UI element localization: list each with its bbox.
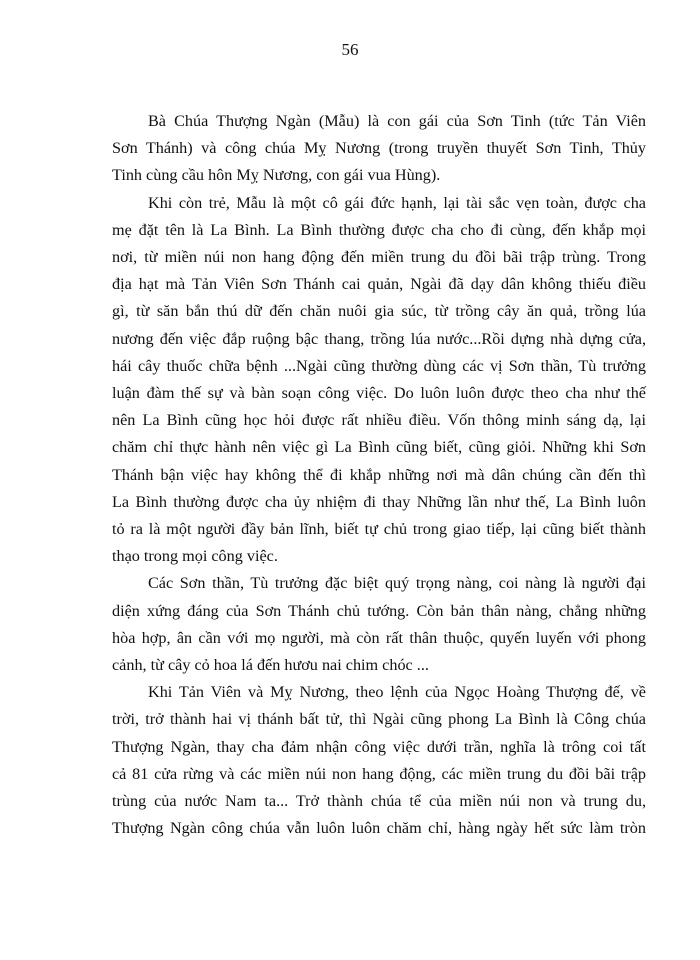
text-line: mẹ đặt tên là La Bình. La Bình thường được cha cho đi cùng, đến khắp mọi	[112, 220, 646, 239]
paragraph-1	[112, 108, 646, 190]
text-line: La Bình thường được cha ủy nhiệm đi thay Những lần như thế, La Bình luôn	[112, 492, 646, 511]
text-line: cảnh, từ cây cỏ hoa lá đến hươu nai chim chóc ...	[112, 656, 429, 675]
text-line: Khi còn trẻ, Mẫu là một cô gái đức hạnh, lại tài sắc vẹn toàn, được cha	[148, 193, 646, 212]
text-line: thạo trong mọi công việc.	[112, 547, 278, 566]
text-line: tỏ ra là một người đầy bản lĩnh, biết tự chủ trong giao tiếp, lại cũng biết thành	[112, 520, 646, 539]
text-line: trời, trở thành hai vị thánh bất tử, thì Ngài cũng phong La Bình là Công chúa	[112, 710, 646, 729]
text-line: hòa hợp, ân cần với mọ người, mà còn rất thân thuộc, quyến luyến với phong	[112, 628, 646, 647]
text-line: Sơn Thánh) và công chúa Mỵ Nương (trong truyền thuyết Sơn Tinh, Thủy	[112, 139, 646, 158]
text-line: Thượng Ngàn, thay cha đảm nhận công việc dưới trần, nghĩa là trông coi tất	[112, 737, 646, 756]
text-line: Bà Chúa Thượng Ngàn (Mẫu) là con gái của Sơn Tinh (tức Tản Viên	[148, 112, 646, 130]
text-line: diện xứng đáng của Sơn Thánh chủ tướng. Còn bản thân nàng, chẳng những	[112, 601, 646, 620]
text-line: Khi Tản Viên và Mỵ Nương, theo lệnh của Ngọc Hoàng Thượng đế, về	[148, 683, 646, 702]
text-line: trùng của nước Nam ta... Trở thành chúa tể của miền núi non và trung du,	[112, 792, 646, 811]
text-line: cả 81 cửa rừng và các miền núi non hang động, các miền trung du đồi bãi trập	[112, 764, 646, 783]
text-line: Các Sơn thần, Tù trưởng đặc biệt quý trọng nàng, coi nàng là người đại	[148, 574, 646, 593]
paragraph-2	[112, 190, 646, 571]
text-line: hái cây thuốc chữa bệnh ...Ngài cũng thường dùng các vị Sơn thần, Tù trưởng	[112, 356, 646, 375]
text-line: gì, từ săn bắn thú dữ đến chăn nuôi gia súc, từ trồng cây ăn quả, trồng lúa	[112, 302, 646, 321]
text-line: nơi, từ miền núi non hang động đến miền trung du đồi bãi trập trùng. Trong	[112, 248, 646, 267]
text-line: Tinh cùng cầu hôn Mỵ Nương, con gái vua Hùng).	[112, 166, 441, 185]
text-line: luận đàm thế sự và bàn soạn công việc. Do luôn luôn được theo cha như thế	[112, 384, 646, 403]
text-line: địa hạt mà Tản Viên Sơn Thánh cai quản, Ngài đã dạy dân không thiếu điều	[112, 275, 646, 294]
text-line: Thượng Ngàn công chúa vẫn luôn luôn chăm chỉ, hàng ngày hết sức làm tròn	[112, 819, 646, 838]
paragraph-4	[112, 679, 646, 842]
text-line: chăm chỉ thực hành nên việc gì La Bình cũng biết, cũng giỏi. Những khi Sơn	[112, 438, 646, 457]
text-line: nương đến việc đắp ruộng bậc thang, trồng lúa nước...Rồi dựng nhà dựng cửa,	[112, 329, 646, 348]
page-number: 56	[341, 40, 359, 59]
text-line: Thánh bận việc hay không thể đi khắp những nơi mà dân chúng cần đến thì	[112, 465, 646, 484]
paragraph-3	[112, 570, 646, 679]
text-line: nên La Bình cũng học hỏi được rất nhiều điều. Vốn thông minh sáng dạ, lại	[112, 411, 646, 430]
body-text	[112, 108, 646, 842]
